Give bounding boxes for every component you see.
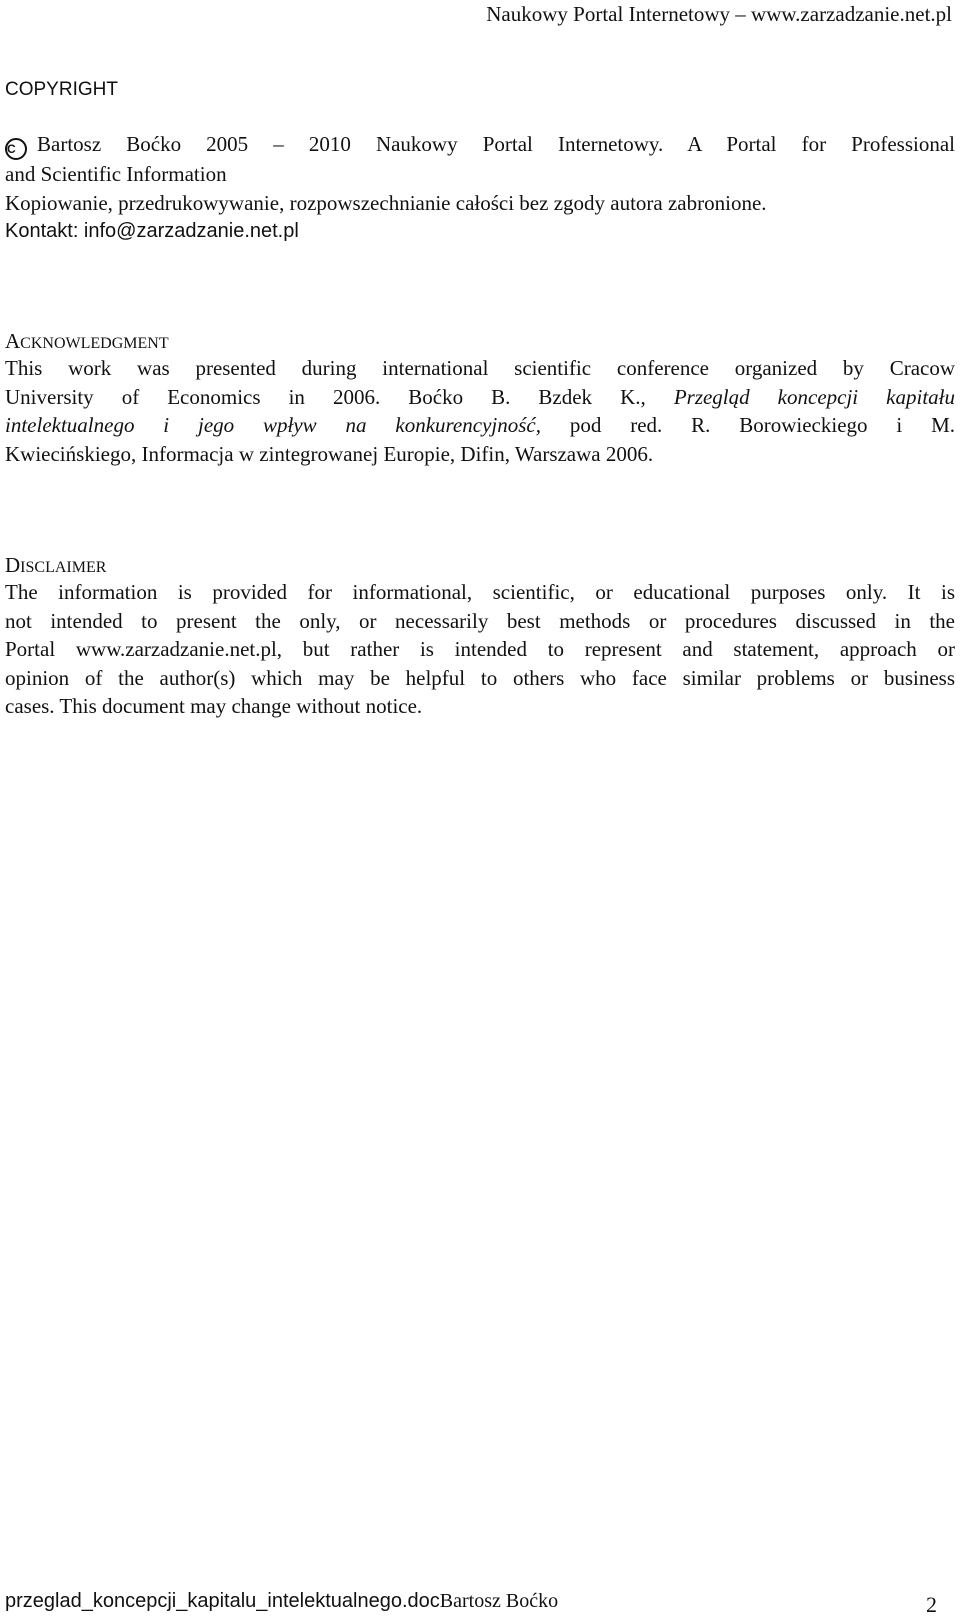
ack-line-2-title: Przegląd koncepcji kapitału (673, 384, 955, 409)
page-number: 2 (926, 1592, 937, 1617)
acknowledgment-heading-initial: A (5, 329, 21, 353)
disclaimer-heading-rest: ISCLAIMER (20, 559, 107, 576)
ack-line-3-text: pod red. R. Borowieckiego i M. (569, 413, 956, 437)
disclaimer-line-5: cases. This document may change without notice. (5, 694, 423, 718)
disclaimer-line-3: Portal www.zarzadzanie.net.pl, but rather is intended to represent and statement, approach or (5, 637, 955, 661)
disclaimer-line-2: not intended to present the only, or necessarily best methods or procedures discussed in the (5, 608, 955, 633)
footer-filename: przeglad_koncepcji_kapitalu_intelektualnego.doc (5, 1590, 440, 1612)
copyright-icon: C (5, 138, 27, 160)
acknowledgment-heading-rest: CKNOWLEDGMENT (20, 335, 169, 352)
copyright-text-1: Bartosz Boćko 2005 – 2010 Naukowy Portal Internetowy. A Portal for Professional (37, 132, 955, 156)
copyright-line-1 (5, 130, 955, 160)
disclaimer-line-4: opinion of the author(s) which may be helpful to others who face similar problems or business (5, 665, 955, 690)
copyright-line-2: and Scientific Information (5, 162, 227, 186)
page-footer (5, 1590, 955, 1617)
acknowledgment-section (5, 354, 955, 468)
page-header: Naukowy Portal Internetowy – www.zarzadzanie.net.pl (486, 2, 952, 26)
disclaimer-section (5, 578, 955, 721)
ack-line-2 (5, 383, 955, 412)
copyright-heading: COPYRIGHT (5, 79, 118, 100)
copyright-line-3: Kopiowanie, przedrukowywanie, rozpowszechnianie całości bez zgody autora zabronione. (5, 190, 767, 215)
ack-line-1: This work was presented during international scientific conference organized by Cracow (5, 356, 955, 380)
footer-author: Bartosz Boćko (439, 1590, 559, 1612)
disclaimer-heading-initial: D (5, 553, 21, 577)
ack-line-2-text: University of Economics in 2006. Boćko B. Bzdek K., (5, 384, 646, 409)
ack-line-3 (5, 411, 955, 440)
copyright-section (5, 130, 955, 246)
contact-line: Kontakt: info@zarzadzanie.net.pl (5, 220, 299, 242)
ack-line-3-title: intelektualnego i jego wpływ na konkurencyjność, (5, 413, 541, 437)
ack-line-4: Kwiecińskiego, Informacja w zintegrowanej Europie, Difin, Warszawa 2006. (5, 441, 654, 466)
disclaimer-line-1: The information is provided for informational, scientific, or educational purposes only. It is (5, 580, 955, 604)
